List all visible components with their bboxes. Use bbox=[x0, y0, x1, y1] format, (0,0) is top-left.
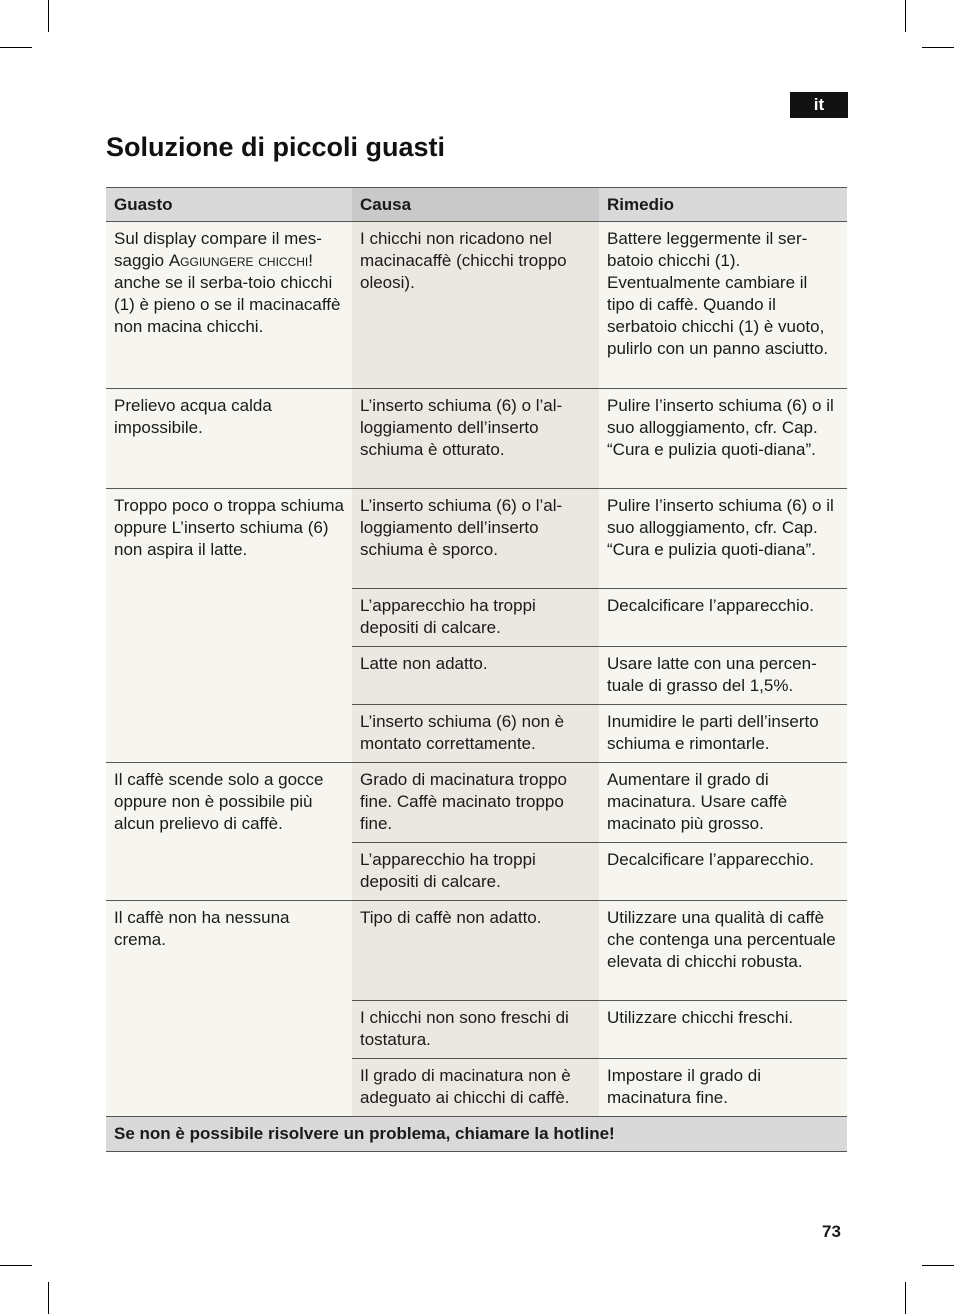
guasto-text-part: saggio bbox=[114, 251, 169, 270]
causa-cell: L’inserto schiuma (6) o l’al-loggiamento dell’inserto schiuma è sporco. bbox=[352, 489, 599, 589]
table-row bbox=[106, 763, 847, 843]
crop-mark bbox=[0, 1265, 32, 1266]
header-causa: Causa bbox=[352, 188, 599, 222]
table-row bbox=[106, 489, 847, 589]
page-number: 73 bbox=[822, 1222, 841, 1241]
page-title: Soluzione di piccoli guasti bbox=[106, 132, 446, 162]
table-row bbox=[106, 901, 847, 1001]
troubleshooting-table bbox=[106, 187, 847, 1152]
crop-mark bbox=[905, 1282, 906, 1314]
header-guasto: Guasto bbox=[106, 188, 352, 222]
rimedio-cell: Usare latte con una percen-tuale di grasso del 1,5%. bbox=[599, 647, 847, 705]
causa-cell: L’inserto schiuma (6) non è montato correttamente. bbox=[352, 705, 599, 763]
rimedio-cell: Decalcificare l’apparecchio. bbox=[599, 843, 847, 901]
table-header-row bbox=[106, 188, 847, 222]
rimedio-cell: Inumidire le parti dell’inserto schiuma e rimontarle. bbox=[599, 705, 847, 763]
guasto-cell: Prelievo acqua calda impossibile. bbox=[106, 389, 352, 489]
hotline-note: Se non è possibile risolvere un problema, chiamare la hotline! bbox=[106, 1117, 847, 1152]
causa-cell: I chicchi non sono freschi di tostatura. bbox=[352, 1001, 599, 1059]
causa-cell: Grado di macinatura troppo fine. Caffè macinato troppo fine. bbox=[352, 763, 599, 843]
rimedio-cell: Impostare il grado di macinatura fine. bbox=[599, 1059, 847, 1117]
crop-mark bbox=[905, 0, 906, 32]
rimedio-cell: Pulire l’inserto schiuma (6) o il suo alloggiamento, cfr. Cap. “Cura e pulizia quoti-diana”. bbox=[599, 489, 847, 589]
crop-mark bbox=[48, 1282, 49, 1314]
causa-cell: L’inserto schiuma (6) o l’al-loggiamento dell’inserto schiuma è otturato. bbox=[352, 389, 599, 489]
crop-mark bbox=[922, 1265, 954, 1266]
causa-cell: L’apparecchio ha troppi depositi di calcare. bbox=[352, 589, 599, 647]
rimedio-cell: Battere leggermente il ser-batoio chicchi (1). Eventualmente cambiare il tipo di caffè. Quando il serbatoio chicchi (1) è vuoto, pulirlo con un panno asciutto. bbox=[599, 222, 847, 389]
guasto-cell: Il caffè scende solo a gocce oppure non è possibile più alcun prelievo di caffè. bbox=[106, 763, 352, 901]
guasto-cell bbox=[106, 222, 352, 389]
crop-mark bbox=[922, 47, 954, 48]
guasto-text-part: anche se il serba-toio chicchi (1) è pieno o se il macinacaffè non macina chicchi. bbox=[114, 273, 341, 336]
crop-mark bbox=[48, 0, 49, 32]
causa-cell: I chicchi non ricadono nel macinacaffè (chicchi troppo oleosi). bbox=[352, 222, 599, 389]
display-message: Aggiungere chicchi! bbox=[168, 251, 313, 270]
table-footer-row bbox=[106, 1117, 847, 1152]
guasto-cell: Troppo poco o troppa schiuma oppure L’inserto schiuma (6) non aspira il latte. bbox=[106, 489, 352, 763]
language-tab: it bbox=[790, 92, 848, 118]
rimedio-cell: Decalcificare l’apparecchio. bbox=[599, 589, 847, 647]
causa-cell: Il grado di macinatura non è adeguato ai chicchi di caffè. bbox=[352, 1059, 599, 1117]
guasto-text-part: Sul display compare il mes- bbox=[114, 229, 322, 248]
rimedio-cell: Pulire l’inserto schiuma (6) o il suo alloggiamento, cfr. Cap. “Cura e pulizia quoti-diana”. bbox=[599, 389, 847, 489]
rimedio-cell: Aumentare il grado di macinatura. Usare caffè macinato più grosso. bbox=[599, 763, 847, 843]
causa-cell: Tipo di caffè non adatto. bbox=[352, 901, 599, 1001]
crop-mark bbox=[0, 47, 32, 48]
rimedio-cell: Utilizzare chicchi freschi. bbox=[599, 1001, 847, 1059]
causa-cell: Latte non adatto. bbox=[352, 647, 599, 705]
table-row bbox=[106, 389, 847, 489]
rimedio-cell: Utilizzare una qualità di caffè che contenga una percentuale elevata di chicchi robusta. bbox=[599, 901, 847, 1001]
table-row bbox=[106, 222, 847, 389]
causa-cell: L’apparecchio ha troppi depositi di calcare. bbox=[352, 843, 599, 901]
guasto-cell: Il caffè non ha nessuna crema. bbox=[106, 901, 352, 1117]
header-rimedio: Rimedio bbox=[599, 188, 847, 222]
